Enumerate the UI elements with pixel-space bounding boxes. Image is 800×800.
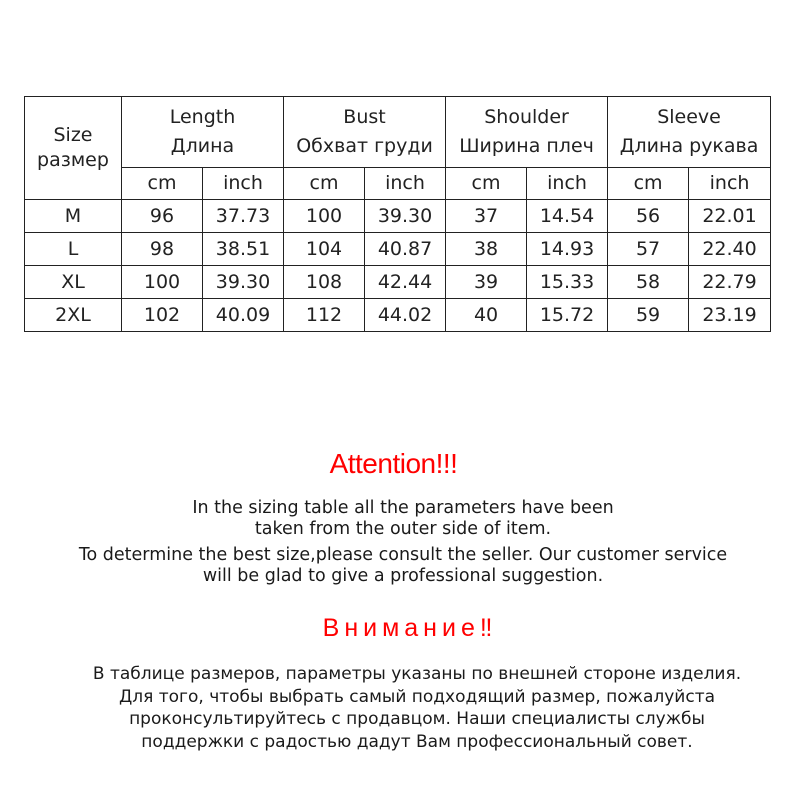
- table-cell: 100: [122, 266, 203, 299]
- table-cell: 14.93: [527, 233, 608, 266]
- table-cell: 102: [122, 299, 203, 332]
- table-cell: 40.09: [203, 299, 284, 332]
- sleeve-header-en: Sleeve: [657, 106, 721, 129]
- table-cell: 108: [284, 266, 365, 299]
- bust-header-en: Bust: [343, 106, 386, 129]
- table-cell: 37: [446, 200, 527, 233]
- table-cell: 15.72: [527, 299, 608, 332]
- attention-title: Attention!!!: [329, 448, 458, 479]
- notice-line: To determine the best size,please consult the seller. Our customer service: [78, 545, 728, 565]
- table-cell: 39.30: [203, 266, 284, 299]
- table-cell: 38: [446, 233, 527, 266]
- notice-line: Для того, чтобы выбрать самый подходящий размер, пожалуйста: [118, 686, 716, 707]
- sizing-notice-paragraph: [0, 498, 800, 540]
- unit-header-row: [25, 168, 771, 200]
- table-cell: 112: [284, 299, 365, 332]
- table-cell: 39.30: [365, 200, 446, 233]
- unit-cell: inch: [365, 168, 446, 200]
- unit-cell: cm: [122, 168, 203, 200]
- table-row: [25, 299, 771, 332]
- table-cell: 104: [284, 233, 365, 266]
- shoulder-header-cell: [446, 97, 608, 168]
- notice-line: проконсультируйтесь с продавцом. Наши специалисты службы: [129, 709, 705, 729]
- notice-line: поддержки с радостью дадут Вам профессиональный совет.: [141, 731, 693, 752]
- table-cell: 38.51: [203, 233, 284, 266]
- notice-line: In the sizing table all the parameters have been: [192, 498, 614, 518]
- length-header-ru: Длина: [170, 135, 235, 157]
- table-cell: 56: [608, 200, 689, 233]
- table-cell: 96: [122, 200, 203, 233]
- table-cell: 58: [608, 266, 689, 299]
- table-cell: 14.54: [527, 200, 608, 233]
- unit-cell: cm: [608, 168, 689, 200]
- bust-header-ru: Обхват груди: [296, 135, 433, 157]
- sleeve-header-ru: Длина рукава: [619, 135, 759, 157]
- size-label-cell: XL: [25, 266, 122, 299]
- table-cell: 42.44: [365, 266, 446, 299]
- table-cell: 22.01: [689, 200, 771, 233]
- table-cell: 39: [446, 266, 527, 299]
- notice-line: will be glad to give a professional suggestion.: [202, 566, 604, 586]
- consult-notice-paragraph: [0, 545, 800, 587]
- unit-cell: cm: [446, 168, 527, 200]
- size-label-cell: L: [25, 233, 122, 266]
- table-cell: 37.73: [203, 200, 284, 233]
- unit-cell: inch: [689, 168, 771, 200]
- size-header-en: Size: [53, 124, 93, 147]
- table-cell: 98: [122, 233, 203, 266]
- table-cell: 22.79: [689, 266, 771, 299]
- table-cell: 100: [284, 200, 365, 233]
- size-chart-table: [24, 96, 771, 332]
- size-label-cell: 2XL: [25, 299, 122, 332]
- size-header-cell: [25, 97, 122, 200]
- table-cell: 44.02: [365, 299, 446, 332]
- shoulder-header-en: Shoulder: [484, 106, 569, 129]
- notice-line: В таблице размеров, параметры указаны по внешней стороне изделия.: [92, 664, 742, 684]
- table-row: [25, 233, 771, 266]
- size-label-cell: M: [25, 200, 122, 233]
- table-cell: 40.87: [365, 233, 446, 266]
- bust-header-cell: [284, 97, 446, 168]
- sleeve-header-cell: [608, 97, 771, 168]
- table-row: [25, 266, 771, 299]
- russian-attention-title: Внимание‼: [322, 614, 498, 642]
- table-cell: 57: [608, 233, 689, 266]
- unit-cell: cm: [284, 168, 365, 200]
- shoulder-header-ru: Ширина плеч: [459, 135, 594, 157]
- unit-cell: inch: [203, 168, 284, 200]
- table-cell: 40: [446, 299, 527, 332]
- notice-line: taken from the outer side of item.: [254, 519, 552, 539]
- russian-notice-paragraph: [0, 663, 800, 753]
- length-header-cell: [122, 97, 284, 168]
- table-cell: 23.19: [689, 299, 771, 332]
- table-cell: 59: [608, 299, 689, 332]
- table-cell: 15.33: [527, 266, 608, 299]
- length-header-en: Length: [169, 106, 236, 129]
- table-header-row: [25, 97, 771, 168]
- table-cell: 22.40: [689, 233, 771, 266]
- unit-cell: inch: [527, 168, 608, 200]
- size-header-ru: размер: [37, 149, 109, 171]
- table-row: [25, 200, 771, 233]
